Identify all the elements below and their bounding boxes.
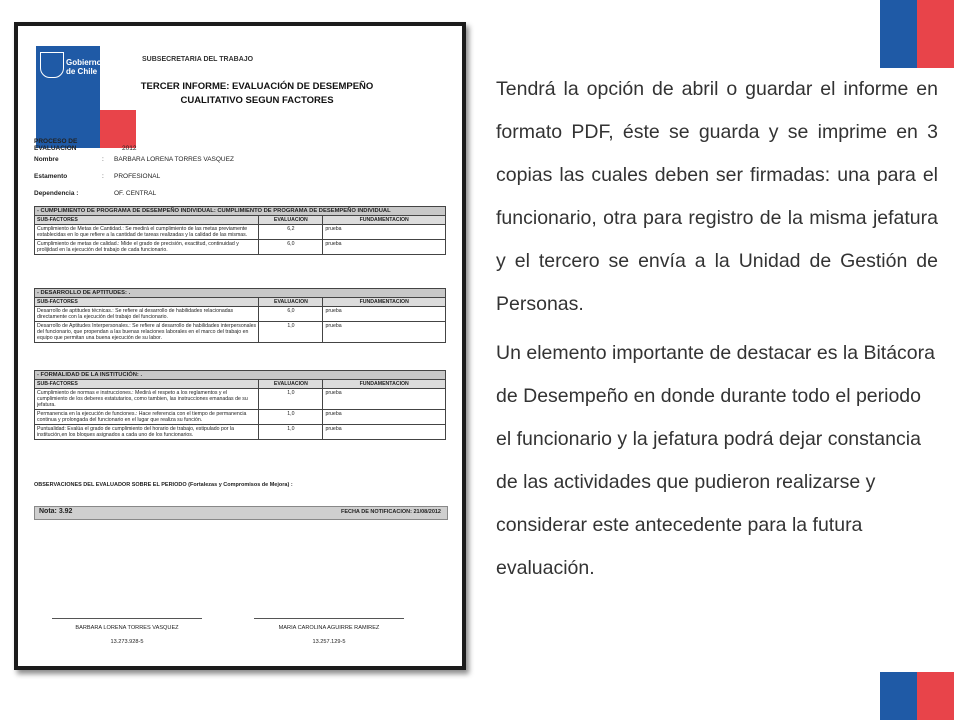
nombre-row: Nombre : BARBARA LORENA TORRES VASQUEZ	[34, 156, 234, 163]
evaluation-report-image	[14, 22, 466, 670]
table-row: Cumplimiento de normas e instrucciones.: Medirá el respeto a los reglamentos y el cumplimiento de los deberes estatutarios, como tambien, las instrucciones emanadas de su jefatura. 1,0 prueba	[35, 389, 446, 410]
signature-evaluado: BARBARA LORENA TORRES VASQUEZ 13.273.928-5	[52, 618, 202, 645]
coat-of-arms-icon	[40, 52, 64, 78]
observaciones-label: OBSERVACIONES DEL EVALUADOR SOBRE EL PERIODO (Fortalezas y Compromisos de Mejora) :	[34, 482, 293, 488]
estamento-row: Estamento : PROFESIONAL	[34, 173, 161, 180]
table-row: Desarrollo de Aptitudes Interpersonales.: Se refiere al desarrollo de habilidades interpersonales del funcionario, que propendan a las buenas relaciones laborales en el marco del trabajo en equipo que permitan una buena ejecución de su labor. 1,0 prueba	[35, 322, 446, 343]
flag-red-stripe	[917, 0, 954, 68]
report-page	[22, 30, 458, 662]
nota-value: Nota: 3.92	[39, 508, 73, 515]
flag-blue-stripe	[880, 672, 917, 720]
flag-decoration-top	[880, 0, 954, 68]
explanation-text	[496, 68, 938, 590]
table-row: Puntualidad: Evalúa el grado de cumplimiento del horario de trabajo, estipulado por la institución,en los bloques asignados a cada uno de los funcionarios. 1,0 prueba	[35, 425, 446, 440]
flag-blue-stripe	[880, 0, 917, 68]
table-row: Desarrollo de aptitudes técnicas.: Se refiere al desarrollo de habilidades relacionadas directamente con la ejecución del trabajo del funcionario. 6,0 prueba	[35, 307, 446, 322]
section-formalidad-institucion: - FORMALIDAD DE LA INSTITUCIÓN: . SUB-FACTORES EVALUACION FUNDAMENTACION Cumplimiento de normas e instrucciones.: Medirá el respeto a los reglamentos y el cumplimiento de los deberes estatutarios, como tambien, las instrucciones emanadas de su jefatura. 1,0 prueba Permanencia en la ejecución de funciones.: Hace referencia con el tiempo de permanencia continua y prolongada del funcionario en el lugar que realiza su función. 1,0 prueba Puntualidad: Evalúa el grado de cumplimiento del horario de trabajo, estipulado por la institución,en los bloques asignados a cada uno de los funcionarios. 1,0 prueba	[34, 370, 446, 440]
section-programa-desempeno: - CUMPLIMIENTO DE PROGRAMA DE DESEMPEÑO INDIVIDUAL: CUMPLIMIENTO DE PROGRAMA DE DESEMPEÑO INDIVIDUAL SUB-FACTORES EVALUACION FUNDAMENTACION Cumplimiento de Metas de Cantidad.: Se medirá el cumplimiento de las metas previamente establecidas en lo que refiere a la cantidad de tareas realizadas y la calidad de las mismas. 6,2 prueba Cumplimiento de metas de calidad.: Mide el grado de precisión, exactitud, continuidad y prolijidad en la ejecución del trabajo de cada funcionario. 6,0 prueba	[34, 206, 446, 255]
report-title: TERCER INFORME: EVALUACIÓN DE DESEMPEÑO CUALITATIVO SEGUN FACTORES	[140, 81, 374, 106]
dependencia-row: Dependencia : OF. CENTRAL	[34, 190, 157, 197]
subsecretaria-label: SUBSECRETARIA DEL TRABAJO	[142, 56, 254, 63]
flag-red-stripe	[917, 672, 954, 720]
flag-decoration-bottom	[880, 672, 954, 720]
table-row: Cumplimiento de metas de calidad.: Mide el grado de precisión, exactitud, continuidad y prolijidad en la ejecución del trabajo de cada funcionario. 6,0 prueba	[35, 240, 446, 255]
section-desarrollo-aptitudes: - DESARROLLO DE APTITUDES: . SUB-FACTORES EVALUACION FUNDAMENTACION Desarrollo de aptitudes técnicas.: Se refiere al desarrollo de habilidades relacionadas directamente con la ejecución del trabajo del funcionario. 6,0 prueba Desarrollo de Aptitudes Interpersonales.: Se refiere al desarrollo de habilidades interpersonales del funcionario, que propendan a las buenas relaciones laborales en el marco del trabajo en equipo que permitan una buena ejecución de su labor. 1,0 prueba	[34, 288, 446, 343]
gobierno-de-chile-logo: Gobierno de Chile	[36, 46, 136, 148]
paragraph-bitacora: Un elemento importante de destacar es la Bitácora de Desempeño en donde durante todo el periodo el funcionario y la jefatura podrá dejar constancia de las actividades que pudieron realizarse y considerar este antecedente para la futura evaluación.	[496, 342, 935, 579]
table-row: Permanencia en la ejecución de funciones.: Hace referencia con el tiempo de permanencia continua y prolongada del funcionario en el lugar que realiza su función. 1,0 prueba	[35, 410, 446, 425]
table-row: Cumplimiento de Metas de Cantidad.: Se medirá el cumplimiento de las metas previamente establecidas en lo que refiere a la cantidad de tareas realizadas y la calidad de las mismas. 6,2 prueba	[35, 225, 446, 240]
nota-bar	[34, 506, 448, 520]
proceso-row: PROCESO DE EVALUACION 2012	[34, 138, 137, 152]
fecha-notificacion: FECHA DE NOTIFICACION: 21/08/2012	[340, 509, 441, 515]
paragraph-pdf-option: Tendrá la opción de abril o guardar el informe en formato PDF, éste se guarda y se imprime en 3 copias las cuales deben ser firmadas: una para el funcionario, otra para registro de la misma jefatura y el tercero se envía a la Unidad de Gestión de Personas.	[496, 78, 938, 315]
signature-evaluador: MARIA CAROLINA AGUIRRE RAMIREZ 13.257.129-5	[254, 618, 404, 645]
